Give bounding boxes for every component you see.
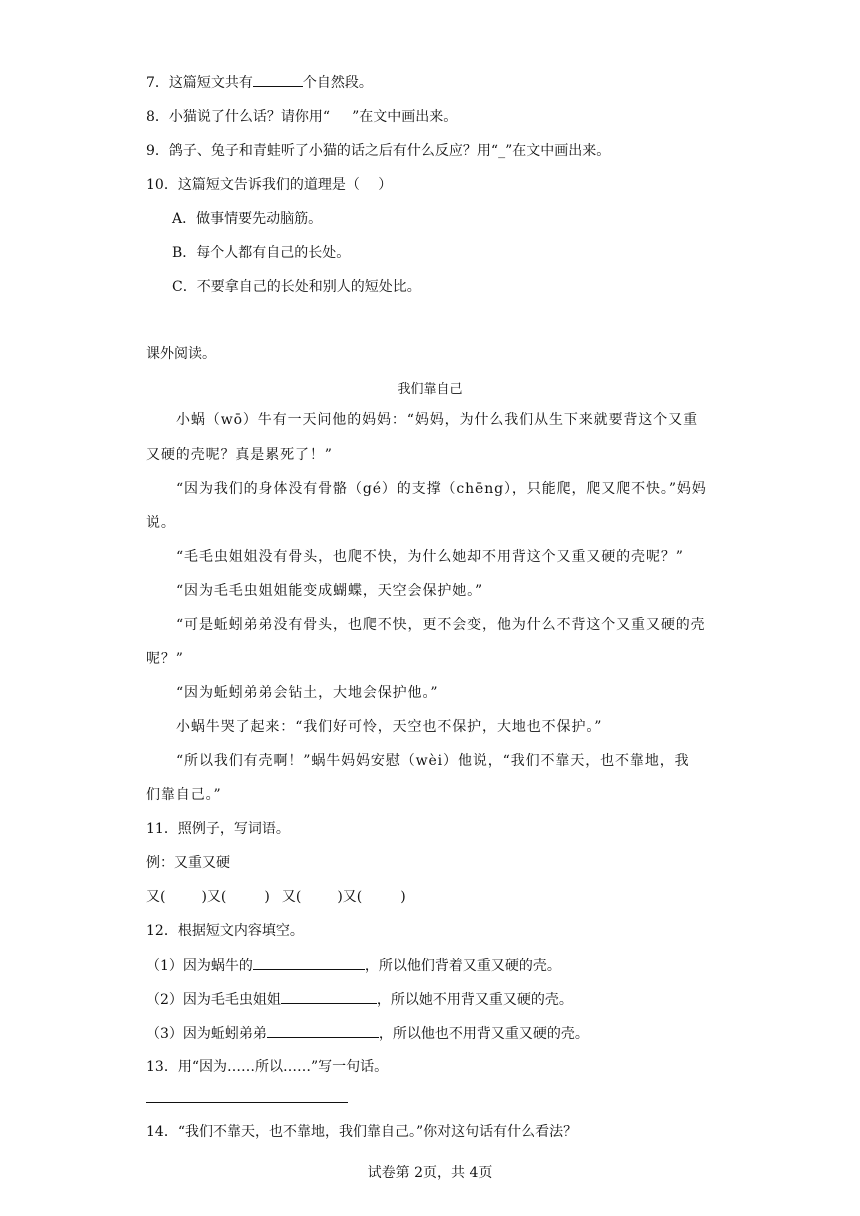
story-line: 呢？” bbox=[146, 651, 184, 667]
option-b: B．每个人都有自己的长处。 bbox=[172, 245, 351, 261]
answer-line[interactable] bbox=[146, 1102, 348, 1103]
answer-blank[interactable] bbox=[267, 1023, 379, 1038]
story-line: “因为蚯蚓弟弟会钻土，大地会保护他。” bbox=[176, 685, 439, 701]
question-12-stem: 12．根据短文内容填空。 bbox=[146, 923, 304, 939]
answer-blank[interactable] bbox=[253, 72, 303, 87]
question-12-item: （3）因为蚯蚓弟弟 ，所以他也不用背又重又硬的壳。 bbox=[146, 1023, 589, 1044]
story-line: “因为我们的身体没有骨骼（gé）的支撑（chēng），只能爬，爬又爬不快。”妈妈 bbox=[176, 481, 707, 497]
question-11-example: 例：又重又硬 bbox=[146, 855, 230, 871]
story-line: “可是蚯蚓弟弟没有骨头，也爬不快，更不会变，他为什么不背这个又重又硬的壳 bbox=[176, 617, 706, 633]
question-12-item: （1）因为蜗牛的 ，所以他们背着又重又硬的壳。 bbox=[146, 955, 561, 976]
question-14-stem: 14．“我们不靠天，也不靠地，我们靠自己。”你对这句话有什么看法？ bbox=[146, 1124, 578, 1140]
story-line: “因为毛毛虫姐姐能变成蝴蝶，天空会保护她。” bbox=[176, 583, 484, 599]
question-8: 8．小猫说了什么话？请你用“ ”在文中画出来。 bbox=[146, 109, 458, 125]
option-c: C．不要拿自己的长处和别人的短处比。 bbox=[172, 279, 421, 295]
question-13-stem: 13．用“因为……所以……”写一句话。 bbox=[146, 1059, 389, 1075]
page-footer: 试卷第 2页，共 4页 bbox=[367, 1165, 493, 1181]
question-11-stem: 11．照例子，写词语。 bbox=[146, 821, 290, 837]
story-line: 又硬的壳呢？真是累死了！” bbox=[146, 447, 333, 463]
question-9: 9．鸽子、兔子和青蛙听了小猫的话之后有什么反应？用“_”在文中画出来。 bbox=[146, 143, 611, 159]
question-10-stem: 10．这篇短文告诉我们的道理是（ ） bbox=[146, 177, 393, 193]
story-line: 们靠自己。” bbox=[146, 787, 222, 803]
section-label: 课外阅读。 bbox=[146, 346, 216, 362]
story-line: 小蜗牛哭了起来：“我们好可怜，天空也不保护，大地也不保护。” bbox=[176, 719, 603, 735]
question-12-item: （2）因为毛毛虫姐姐 ，所以她不用背又重又硬的壳。 bbox=[146, 989, 573, 1010]
story-line: “毛毛虫姐姐没有骨头，也爬不快，为什么她却不用背这个又重又硬的壳呢？” bbox=[176, 549, 684, 565]
story-line: 说。 bbox=[146, 515, 176, 531]
answer-blank[interactable] bbox=[253, 955, 365, 970]
story-line: 小蜗（wō）牛有一天问他的妈妈：“妈妈，为什么我们从生下来就要背这个又重 bbox=[176, 412, 698, 428]
answer-blank[interactable] bbox=[281, 989, 377, 1004]
story-title: 我们靠自己 bbox=[397, 382, 463, 397]
story-line: “所以我们有壳啊！”蜗牛妈妈安慰（wèi）他说，“我们不靠天，也不靠地，我 bbox=[176, 753, 690, 769]
option-a: A．做事情要先动脑筋。 bbox=[172, 211, 323, 227]
question-7: 7．这篇短文共有 个自然段。 bbox=[146, 72, 373, 93]
question-11-blanks[interactable]: 又( )又( ) 又( )又( ) bbox=[146, 889, 406, 905]
